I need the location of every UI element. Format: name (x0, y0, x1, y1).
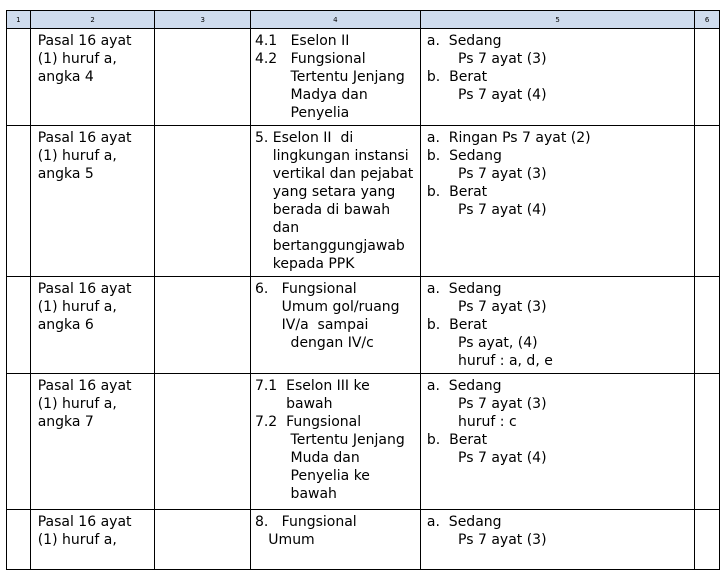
cell-line: (1) huruf a, (37, 51, 117, 67)
cell-line: a. Sedang (426, 514, 502, 530)
cell-line: Ps 7 ayat (3) (426, 166, 547, 182)
table-row (7, 126, 720, 277)
cell-line: b. Berat (426, 317, 488, 333)
row-number-cell (7, 277, 31, 374)
header-col-6: 6 (695, 11, 720, 29)
cell-line: b. Berat (426, 184, 488, 200)
empty-col-6-cell (695, 374, 720, 510)
cell-line: bawah (254, 486, 337, 502)
jabatan-cell (250, 374, 420, 510)
cell-line: Pasal 16 ayat (37, 130, 132, 146)
cell-line: Pasal 16 ayat (37, 281, 132, 297)
cell-line: 7.2 Fungsional (254, 414, 362, 430)
cell-line: Ps 7 ayat (4) (426, 87, 547, 103)
header-col-4: 4 (250, 11, 420, 29)
cell-line: Pasal 16 ayat (37, 33, 132, 49)
cell-line: huruf : c (426, 414, 517, 430)
cell-line: 6. Fungsional (254, 281, 357, 297)
header-col-1: 1 (7, 11, 31, 29)
cell-line: Penyelia ke (254, 468, 370, 484)
cell-line: (1) huruf a, (37, 148, 117, 164)
cell-line: 7.1 Eselon III ke (254, 378, 370, 394)
cell-line: Ps 7 ayat (3) (426, 396, 547, 412)
cell-line: kepada PPK (254, 256, 355, 272)
cell-line: (1) huruf a, (37, 532, 117, 548)
cell-line: Ps ayat, (4) (426, 335, 538, 351)
header-col-5: 5 (420, 11, 694, 29)
cell-line: dan (254, 220, 300, 236)
cell-line: 4.1 Eselon II (254, 33, 350, 49)
cell-line: Ps 7 ayat (3) (426, 532, 547, 548)
cell-line: 4.2 Fungsional (254, 51, 366, 67)
pasal-cell (30, 277, 155, 374)
cell-line: Madya dan (254, 87, 368, 103)
cell-line: (1) huruf a, (37, 396, 117, 412)
sanksi-cell (420, 126, 694, 277)
cell-line: Umum gol/ruang (254, 299, 400, 315)
sanksi-cell (420, 277, 694, 374)
empty-col-3-cell (155, 374, 251, 510)
cell-line: dengan IV/c (254, 335, 374, 351)
empty-col-3-cell (155, 277, 251, 374)
cell-line: Pasal 16 ayat (37, 378, 132, 394)
cell-line: IV/a sampai (254, 317, 369, 333)
empty-col-6-cell (695, 126, 720, 277)
table-body (7, 29, 720, 570)
cell-line: yang setara yang (254, 184, 396, 200)
cell-line: angka 7 (37, 414, 94, 430)
empty-col-6-cell (695, 277, 720, 374)
jabatan-cell (250, 126, 420, 277)
cell-line: a. Ringan Ps 7 ayat (2) (426, 130, 591, 146)
cell-line: a. Sedang (426, 378, 502, 394)
cell-line: b. Berat (426, 69, 488, 85)
cell-line: 8. Fungsional (254, 514, 357, 530)
cell-line: vertikal dan pejabat (254, 166, 414, 182)
cell-line: berada di bawah (254, 202, 391, 218)
cell-line: bawah (254, 396, 333, 412)
row-number-cell (7, 126, 31, 277)
cell-line: (1) huruf a, (37, 299, 117, 315)
cell-line: Tertentu Jenjang (254, 432, 405, 448)
pasal-cell (30, 29, 155, 126)
cell-line: lingkungan instansi (254, 148, 409, 164)
sanksi-cell (420, 29, 694, 126)
cell-line: Muda dan (254, 450, 360, 466)
cell-line: huruf : a, d, e (426, 353, 553, 369)
cell-line: b. Sedang (426, 148, 502, 164)
empty-col-3-cell (155, 126, 251, 277)
header-col-3: 3 (155, 11, 251, 29)
row-number-cell (7, 29, 31, 126)
cell-line: Penyelia (254, 105, 350, 121)
empty-col-3-cell (155, 29, 251, 126)
pasal-cell (30, 126, 155, 277)
cell-line: b. Berat (426, 432, 488, 448)
header-row (7, 11, 720, 29)
jabatan-cell (250, 29, 420, 126)
cell-line: Ps 7 ayat (3) (426, 299, 547, 315)
pasal-cell (30, 374, 155, 510)
sanksi-cell (420, 374, 694, 510)
cell-line: angka 5 (37, 166, 94, 182)
cell-line: 5. Eselon II di (254, 130, 354, 146)
row-number-cell (7, 374, 31, 510)
empty-col-6-cell (695, 29, 720, 126)
cell-line: Ps 7 ayat (4) (426, 450, 547, 466)
cell-line: Ps 7 ayat (4) (426, 202, 547, 218)
sanksi-table (6, 10, 720, 570)
cell-line: Ps 7 ayat (3) (426, 51, 547, 67)
cell-line: Tertentu Jenjang (254, 69, 405, 85)
table-row (7, 277, 720, 374)
cell-line: Pasal 16 ayat (37, 514, 132, 530)
jabatan-cell (250, 277, 420, 374)
cell-line: angka 4 (37, 69, 94, 85)
cell-line: a. Sedang (426, 281, 502, 297)
table-row (7, 374, 720, 510)
cell-line: bertanggungjawab (254, 238, 405, 254)
cell-line: angka 6 (37, 317, 94, 333)
table-row (7, 29, 720, 126)
cell-line: a. Sedang (426, 33, 502, 49)
header-col-2: 2 (30, 11, 155, 29)
cell-line: Umum (254, 532, 315, 548)
